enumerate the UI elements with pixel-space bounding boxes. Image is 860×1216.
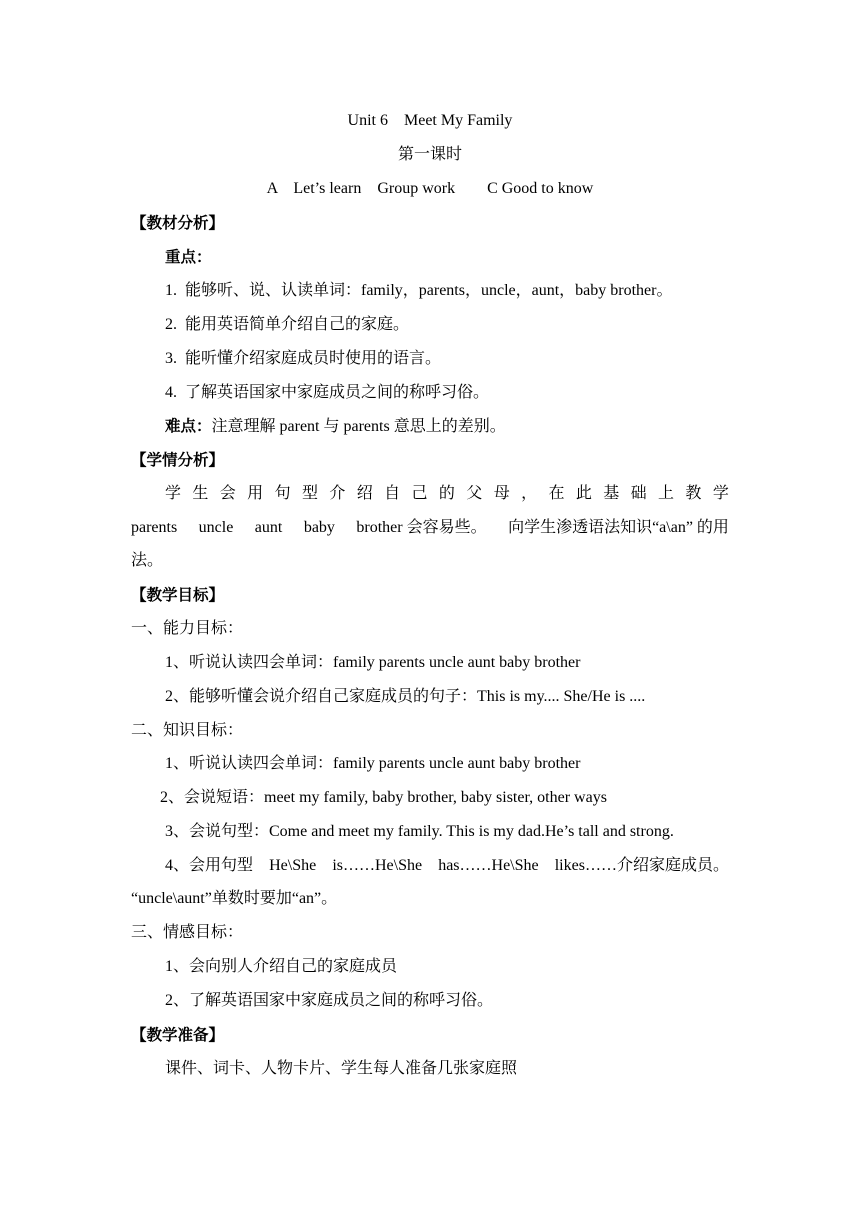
emotion-goals-title: 三、情感目标： bbox=[131, 924, 244, 941]
difficulty-line bbox=[0, 415, 860, 438]
knowledge-goal-4-continued: “uncle\aunt”单数时要加“an”。 bbox=[131, 890, 338, 907]
key-point-4: 4. 了解英语国家中家庭成员之间的称呼习俗。 bbox=[165, 384, 490, 401]
student-analysis-line-2-word: brother 会容易些。 bbox=[356, 519, 487, 536]
student-analysis-line-1-word: 学 bbox=[165, 485, 182, 502]
student-analysis-line-1-word: 句 bbox=[274, 485, 291, 502]
student-analysis-line-1-word: 己 bbox=[411, 485, 428, 502]
knowledge-goal-4-word: He\She bbox=[269, 857, 317, 874]
student-analysis-line-2 bbox=[131, 517, 729, 539]
emotion-goal-2: 2、了解英语国家中家庭成员之间的称呼习俗。 bbox=[165, 992, 494, 1009]
student-analysis-line-2-word: parents bbox=[131, 519, 178, 536]
teaching-prep-text: 课件、词卡、人物卡片、学生每人准备几张家庭照 bbox=[165, 1060, 518, 1077]
student-analysis-line-3: 法。 bbox=[131, 552, 164, 569]
student-analysis-line-1-word: ， bbox=[521, 485, 538, 502]
key-points-label: 重点： bbox=[165, 248, 212, 266]
unit-title: Unit 6 Meet My Family bbox=[347, 112, 513, 129]
knowledge-goal-4-word: 4、会用句型 bbox=[165, 857, 254, 874]
ability-goal-1: 1、听说认读四会单词：family parents uncle aunt baby brother bbox=[165, 654, 581, 671]
student-analysis-line-1-word: 母 bbox=[493, 485, 510, 502]
student-analysis-line-1-word: 自 bbox=[384, 485, 401, 502]
difficulty-text: 注意理解 parent 与 parents 意思上的差别。 bbox=[211, 418, 506, 435]
student-analysis-line-1-word: 介 bbox=[329, 485, 346, 502]
student-analysis-line-1-word: 学 bbox=[712, 485, 729, 502]
teaching-prep-heading: 【教学准备】 bbox=[131, 1026, 225, 1044]
teaching-goals-heading: 【教学目标】 bbox=[131, 586, 225, 604]
student-analysis-line-2-word: 向学生渗透语法知识“a\an” 的用 bbox=[508, 519, 729, 536]
knowledge-goal-1: 1、听说认读四会单词：family parents uncle aunt baby brother bbox=[165, 755, 581, 772]
student-analysis-line-1-word: 父 bbox=[466, 485, 483, 502]
key-point-1: 1. 能够听、说、认读单词：family，parents，uncle，aunt，baby brother。 bbox=[165, 282, 673, 299]
difficulty-label: 难点： bbox=[165, 417, 212, 435]
knowledge-goal-2: 2、会说短语：meet my family, baby brother, baby sister, other ways bbox=[160, 789, 607, 806]
student-analysis-line-1-word: 生 bbox=[192, 485, 209, 502]
knowledge-goal-4-word: has……He\She bbox=[438, 857, 539, 874]
student-analysis-line-1-word: 型 bbox=[301, 485, 318, 502]
student-analysis-line-1 bbox=[165, 483, 729, 505]
materials-analysis-heading: 【教材分析】 bbox=[131, 214, 225, 232]
key-point-2: 2. 能用英语简单介绍自己的家庭。 bbox=[165, 316, 410, 333]
student-analysis-heading: 【学情分析】 bbox=[131, 451, 225, 469]
student-analysis-line-1-word: 础 bbox=[630, 485, 647, 502]
student-analysis-line-2-word: baby bbox=[303, 519, 335, 536]
knowledge-goals-title: 二、知识目标： bbox=[131, 722, 244, 739]
student-analysis-line-1-word: 绍 bbox=[356, 485, 373, 502]
student-analysis-line-1-word: 在 bbox=[548, 485, 565, 502]
student-analysis-line-1-word: 用 bbox=[247, 485, 264, 502]
knowledge-goal-4 bbox=[165, 855, 729, 877]
knowledge-goal-3: 3、会说句型：Come and meet my family. This is my dad.He’s tall and strong. bbox=[165, 823, 674, 840]
section-list: A Let’s learn Group work C Good to know bbox=[266, 180, 594, 197]
student-analysis-line-1-word: 基 bbox=[603, 485, 620, 502]
key-point-3: 3. 能听懂介绍家庭成员时使用的语言。 bbox=[165, 350, 442, 367]
student-analysis-line-1-word: 教 bbox=[685, 485, 702, 502]
knowledge-goal-4-word: likes……介绍家庭成员。 bbox=[554, 857, 729, 874]
knowledge-goal-4-word: is……He\She bbox=[332, 857, 423, 874]
ability-goal-2: 2、能够听懂会说介绍自己家庭成员的句子：This is my.... She/He is .... bbox=[165, 688, 646, 705]
student-analysis-line-2-word: aunt bbox=[254, 519, 283, 536]
student-analysis-line-2-word: uncle bbox=[198, 519, 234, 536]
student-analysis-line-1-word: 会 bbox=[219, 485, 236, 502]
emotion-goal-1: 1、会向别人介绍自己的家庭成员 bbox=[165, 958, 398, 975]
student-analysis-line-1-word: 上 bbox=[658, 485, 675, 502]
ability-goals-title: 一、能力目标： bbox=[131, 620, 244, 637]
student-analysis-line-1-word: 此 bbox=[575, 485, 592, 502]
lesson-label: 第一课时 bbox=[397, 146, 462, 163]
student-analysis-line-1-word: 的 bbox=[438, 485, 455, 502]
